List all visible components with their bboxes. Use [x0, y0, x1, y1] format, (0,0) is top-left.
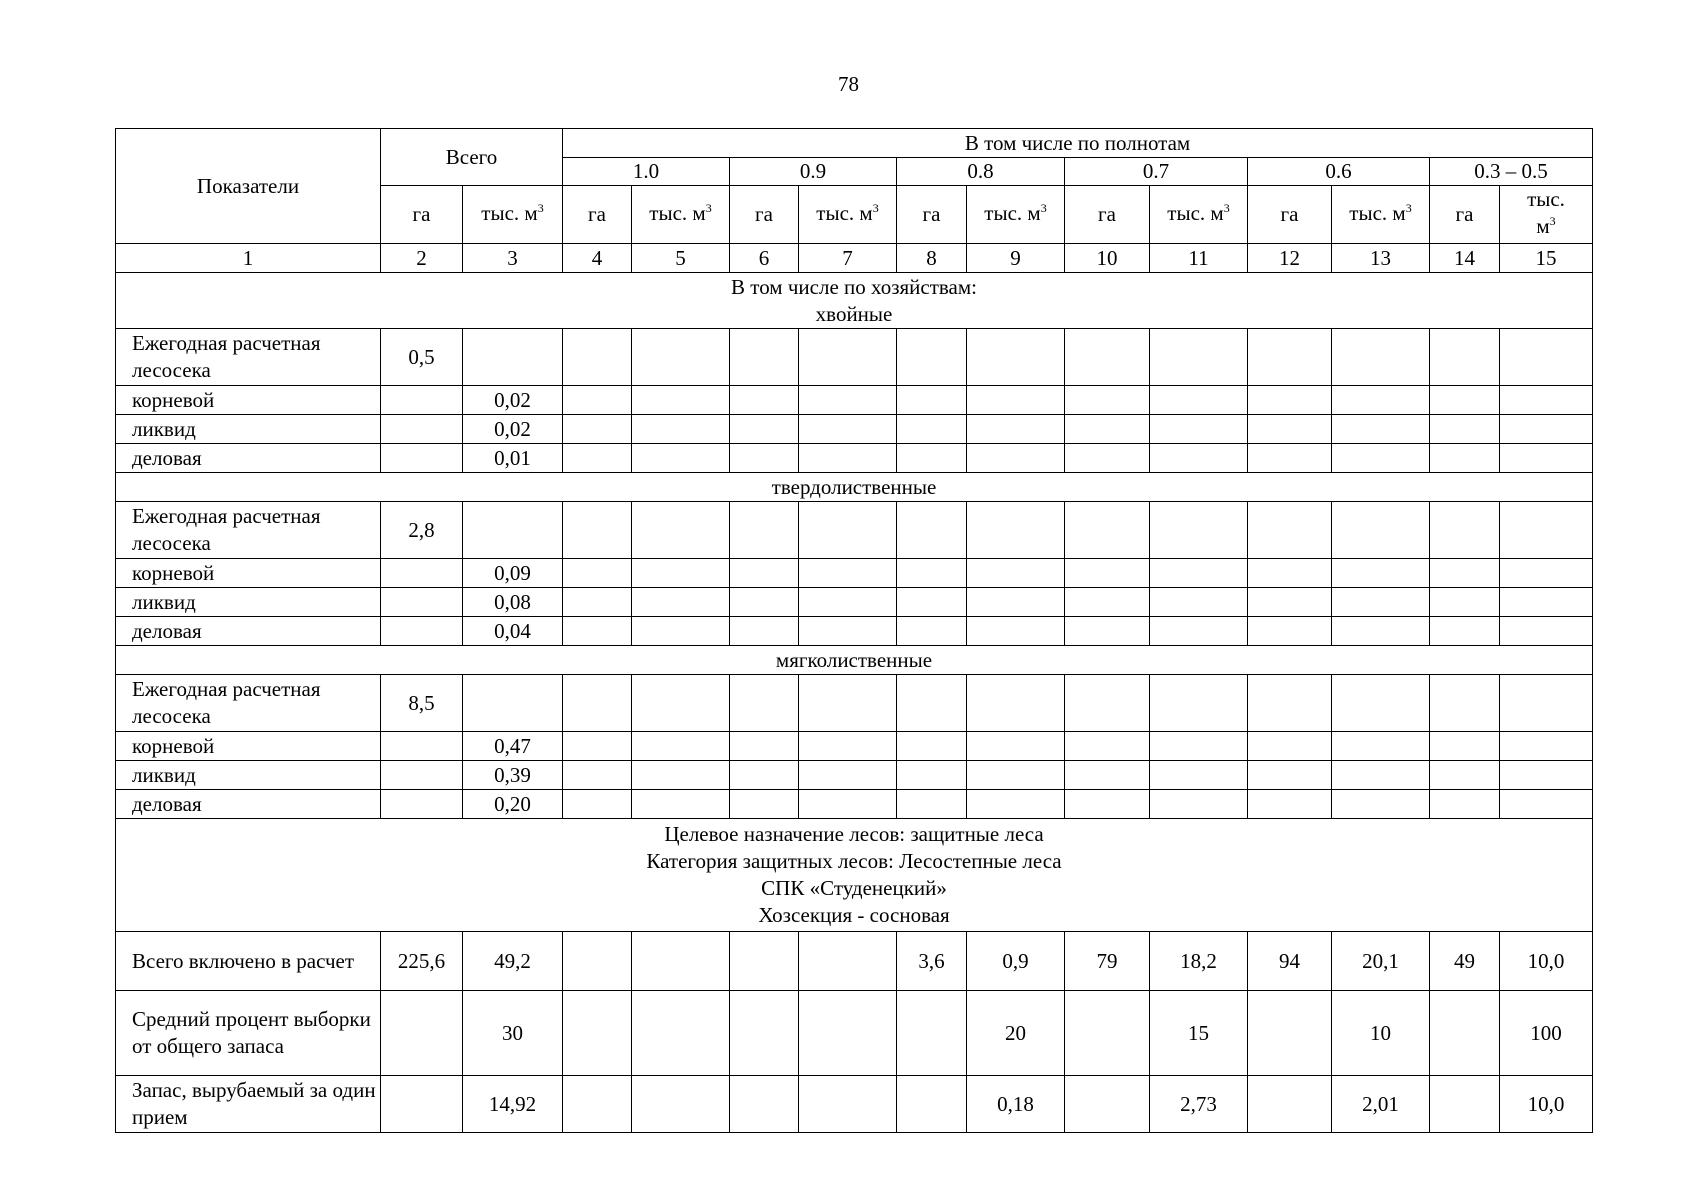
- section-title-row: [116, 646, 1593, 675]
- table-cell: [730, 386, 799, 415]
- table-cell: [967, 329, 1065, 386]
- column-number: 1: [116, 244, 381, 273]
- header-unit-m3: тыс. $м^3$: [1500, 186, 1593, 244]
- table-cell: [563, 588, 632, 617]
- table-row: [116, 559, 1593, 588]
- table-cell: [563, 932, 632, 991]
- column-numbers-row: [116, 244, 1593, 273]
- table-cell: 0,02: [463, 386, 563, 415]
- table-cell: [1150, 588, 1248, 617]
- table-cell: [1430, 502, 1500, 559]
- table-cell: [1430, 329, 1500, 386]
- table-cell: [1430, 444, 1500, 473]
- table-cell: [1065, 617, 1150, 646]
- table-cell: 49: [1430, 932, 1500, 991]
- table-cell: [1248, 617, 1332, 646]
- table-cell: [799, 675, 897, 732]
- table-cell: [632, 415, 730, 444]
- section-title-line: хвойные: [815, 301, 893, 326]
- header-indicators: Показатели: [116, 129, 381, 244]
- table-cell: [799, 444, 897, 473]
- table-cell: [1332, 502, 1430, 559]
- table-cell: 94: [1248, 932, 1332, 991]
- table-cell: 49,2: [463, 932, 563, 991]
- table-cell: [381, 761, 463, 790]
- section-title-line: твердолиственные: [771, 474, 937, 499]
- table-row: [116, 588, 1593, 617]
- table-cell: [799, 932, 897, 991]
- table-cell: 0,39: [463, 761, 563, 790]
- table-cell: [1332, 790, 1430, 819]
- table-row: [116, 502, 1593, 559]
- row-label: деловая: [116, 617, 381, 646]
- section-title-line: Целевое назначение лесов: защитные леса: [664, 822, 1044, 846]
- table-cell: [1150, 675, 1248, 732]
- table-cell: [632, 502, 730, 559]
- table-cell: [1500, 386, 1593, 415]
- table-cell: [730, 790, 799, 819]
- table-cell: [632, 444, 730, 473]
- table-cell: [1332, 588, 1430, 617]
- row-label: деловая: [116, 790, 381, 819]
- header-density-0-6: 0.6: [1248, 158, 1430, 186]
- table-cell: [799, 559, 897, 588]
- table-cell: [799, 790, 897, 819]
- section-title-row: [116, 819, 1593, 932]
- table-cell: [632, 732, 730, 761]
- table-cell: [730, 588, 799, 617]
- row-label: ликвид: [116, 761, 381, 790]
- table-cell: [463, 329, 563, 386]
- table-cell: [381, 559, 463, 588]
- table-cell: [967, 761, 1065, 790]
- table-row: [116, 415, 1593, 444]
- section-title-row: [116, 273, 1593, 329]
- table-cell: [563, 502, 632, 559]
- table-cell: [632, 559, 730, 588]
- table-cell: [730, 991, 799, 1076]
- table-cell: [381, 588, 463, 617]
- column-number: 13: [1332, 244, 1430, 273]
- table-cell: [967, 415, 1065, 444]
- header-unit-ha: га: [897, 186, 967, 244]
- table-cell: [1065, 991, 1150, 1076]
- table-cell: [897, 732, 967, 761]
- table-cell: [1332, 415, 1430, 444]
- table-cell: [381, 991, 463, 1076]
- table-cell: [897, 329, 967, 386]
- header-unit-m3: тыс. $м^3$: [799, 186, 897, 244]
- table-row: [116, 732, 1593, 761]
- table-cell: [897, 444, 967, 473]
- table-cell: [632, 675, 730, 732]
- felling-indicators-table: [115, 128, 1593, 1133]
- table-cell: [799, 761, 897, 790]
- table-cell: 0,04: [463, 617, 563, 646]
- table-cell: 0,18: [967, 1076, 1065, 1133]
- table-cell: [1430, 675, 1500, 732]
- table-cell: [799, 415, 897, 444]
- table-cell: [563, 386, 632, 415]
- table-cell: [1430, 386, 1500, 415]
- row-label: Запас, вырубаемый за один прием: [116, 1076, 381, 1133]
- table-cell: 0,09: [463, 559, 563, 588]
- table-cell: [1500, 329, 1593, 386]
- header-unit-ha: га: [381, 186, 463, 244]
- section-title-row: [116, 473, 1593, 502]
- header-density-1-0: 1.0: [563, 158, 730, 186]
- table-cell: [563, 415, 632, 444]
- table-cell: [1065, 444, 1150, 473]
- table-cell: [967, 790, 1065, 819]
- table-cell: 2,01: [1332, 1076, 1430, 1133]
- table-cell: [1500, 502, 1593, 559]
- column-number: 9: [967, 244, 1065, 273]
- table-cell: [1248, 444, 1332, 473]
- table-cell: [799, 617, 897, 646]
- table-cell: [1332, 732, 1430, 761]
- table-cell: [1248, 588, 1332, 617]
- table-cell: [1065, 502, 1150, 559]
- table-cell: [632, 1076, 730, 1133]
- header-unit-ha: га: [1248, 186, 1332, 244]
- table-cell: [1430, 1076, 1500, 1133]
- table-cell: [1500, 588, 1593, 617]
- column-number: 11: [1150, 244, 1248, 273]
- table-cell: [730, 502, 799, 559]
- table-cell: [1500, 790, 1593, 819]
- table-cell: [897, 991, 967, 1076]
- table-cell: [1248, 329, 1332, 386]
- table-cell: [967, 588, 1065, 617]
- table-cell: [730, 559, 799, 588]
- header-unit-m3: тыс. $м^3$: [967, 186, 1065, 244]
- table-cell: 14,92: [463, 1076, 563, 1133]
- table-cell: 20: [967, 991, 1065, 1076]
- header-unit-m3: тыс. $м^3$: [632, 186, 730, 244]
- table-cell: [563, 732, 632, 761]
- table-cell: [463, 675, 563, 732]
- table-cell: [381, 386, 463, 415]
- table-cell: [730, 617, 799, 646]
- section-title-line: Хозсекция - сосновая: [758, 903, 950, 927]
- table-cell: [1248, 991, 1332, 1076]
- table-cell: 0,02: [463, 415, 563, 444]
- table-cell: [381, 1076, 463, 1133]
- table-row: [116, 761, 1593, 790]
- table-cell: 0,9: [967, 932, 1065, 991]
- table-cell: [730, 761, 799, 790]
- column-number: 3: [463, 244, 563, 273]
- table-cell: [632, 790, 730, 819]
- table-cell: [1430, 415, 1500, 444]
- table-cell: [463, 502, 563, 559]
- table-cell: [1150, 617, 1248, 646]
- table-cell: 30: [463, 991, 563, 1076]
- table-cell: [1430, 790, 1500, 819]
- table-cell: [381, 790, 463, 819]
- table-cell: 79: [1065, 932, 1150, 991]
- table-cell: [1430, 588, 1500, 617]
- table-row: [116, 329, 1593, 386]
- table-cell: [799, 1076, 897, 1133]
- table-cell: [897, 790, 967, 819]
- table-cell: 225,6: [381, 932, 463, 991]
- table-cell: [632, 617, 730, 646]
- table-cell: [563, 559, 632, 588]
- header-unit-m3: тыс. $м^3$: [463, 186, 563, 244]
- table-cell: [563, 444, 632, 473]
- row-label: корневой: [116, 732, 381, 761]
- row-label: Средний процент выборки от общего запаса: [116, 991, 381, 1076]
- table-cell: [1150, 790, 1248, 819]
- table-cell: [897, 761, 967, 790]
- header-unit-m3: тыс. $м^3$: [1150, 186, 1248, 244]
- table-cell: [1065, 588, 1150, 617]
- table-cell: 0,5: [381, 329, 463, 386]
- table-cell: [1500, 761, 1593, 790]
- table-cell: [1500, 559, 1593, 588]
- table-header: [116, 129, 1593, 273]
- table-cell: 0,20: [463, 790, 563, 819]
- table-cell: [632, 932, 730, 991]
- table-cell: 10,0: [1500, 1076, 1593, 1133]
- table-cell: [1332, 386, 1430, 415]
- table-cell: [632, 588, 730, 617]
- row-label: Ежегодная расчетная лесосека: [116, 675, 381, 732]
- table-cell: [730, 444, 799, 473]
- table-cell: 0,47: [463, 732, 563, 761]
- table-cell: [967, 444, 1065, 473]
- table-cell: [799, 588, 897, 617]
- header-density-0-3-0-5: 0.3 – 0.5: [1430, 158, 1593, 186]
- table-cell: [1332, 559, 1430, 588]
- table-cell: [730, 732, 799, 761]
- table-cell: [563, 1076, 632, 1133]
- column-number: 7: [799, 244, 897, 273]
- table-body: [116, 273, 1593, 1133]
- table-cell: [1332, 617, 1430, 646]
- table-cell: 10,0: [1500, 932, 1593, 991]
- header-total: Всего: [381, 129, 563, 186]
- table-cell: [897, 1076, 967, 1133]
- table-cell: [799, 502, 897, 559]
- row-label: корневой: [116, 559, 381, 588]
- table-cell: [563, 991, 632, 1076]
- table-row: [116, 386, 1593, 415]
- table-cell: [730, 675, 799, 732]
- column-number: 8: [897, 244, 967, 273]
- table-cell: [632, 386, 730, 415]
- table-cell: [1430, 732, 1500, 761]
- section-title: [116, 273, 1593, 329]
- row-label: деловая: [116, 444, 381, 473]
- table-cell: [1150, 329, 1248, 386]
- table-row: [116, 444, 1593, 473]
- section-title-line: мягколиственные: [775, 647, 933, 672]
- table-cell: 2,73: [1150, 1076, 1248, 1133]
- table-cell: [1430, 991, 1500, 1076]
- table-cell: [1500, 617, 1593, 646]
- table-cell: [1430, 617, 1500, 646]
- table-cell: [967, 617, 1065, 646]
- table-row: [116, 1076, 1593, 1133]
- table-cell: [1065, 732, 1150, 761]
- table-cell: [381, 617, 463, 646]
- column-number: 15: [1500, 244, 1593, 273]
- table-cell: [1150, 732, 1248, 761]
- section-title-line: Категория защитных лесов: Лесостепные леса: [646, 849, 1062, 873]
- table-cell: 8,5: [381, 675, 463, 732]
- section-title: [116, 646, 1593, 675]
- table-cell: [1248, 502, 1332, 559]
- table-cell: [1332, 444, 1430, 473]
- table-cell: [1065, 675, 1150, 732]
- table-cell: 15: [1150, 991, 1248, 1076]
- table-cell: [563, 329, 632, 386]
- table-cell: [381, 415, 463, 444]
- column-number: 5: [632, 244, 730, 273]
- row-label: Ежегодная расчетная лесосека: [116, 329, 381, 386]
- column-number: 2: [381, 244, 463, 273]
- table-cell: [967, 675, 1065, 732]
- table-cell: [1150, 444, 1248, 473]
- table-cell: [897, 588, 967, 617]
- table-cell: [1332, 675, 1430, 732]
- table-cell: [967, 732, 1065, 761]
- table-cell: [1500, 675, 1593, 732]
- table-cell: [730, 329, 799, 386]
- table-cell: [1065, 1076, 1150, 1133]
- table-cell: [967, 502, 1065, 559]
- table-cell: [897, 617, 967, 646]
- table-cell: [799, 386, 897, 415]
- table-cell: 18,2: [1150, 932, 1248, 991]
- table-cell: [1065, 761, 1150, 790]
- table-cell: [967, 559, 1065, 588]
- table-cell: [1248, 386, 1332, 415]
- page-number: 78: [838, 72, 859, 96]
- table-cell: [799, 991, 897, 1076]
- row-label: ликвид: [116, 415, 381, 444]
- table-row: [116, 991, 1593, 1076]
- section-title: [116, 473, 1593, 502]
- table-cell: [897, 675, 967, 732]
- table-cell: [1248, 415, 1332, 444]
- table-cell: [897, 559, 967, 588]
- table-cell: [799, 329, 897, 386]
- table-row: [116, 932, 1593, 991]
- table-cell: 3,6: [897, 932, 967, 991]
- table-cell: [1248, 732, 1332, 761]
- table-cell: [563, 761, 632, 790]
- table-cell: [730, 932, 799, 991]
- header-density-0-7: 0.7: [1065, 158, 1248, 186]
- table-cell: [1150, 559, 1248, 588]
- table-cell: [1430, 559, 1500, 588]
- table-cell: [1065, 329, 1150, 386]
- table-cell: 20,1: [1332, 932, 1430, 991]
- table-cell: [897, 386, 967, 415]
- table-cell: [730, 1076, 799, 1133]
- row-label: ликвид: [116, 588, 381, 617]
- row-label: Всего включено в расчет: [116, 932, 381, 991]
- table-cell: [1065, 790, 1150, 819]
- header-unit-ha: га: [1065, 186, 1150, 244]
- table-row: [116, 617, 1593, 646]
- table-cell: [1065, 559, 1150, 588]
- table-cell: [1150, 502, 1248, 559]
- table-cell: [730, 415, 799, 444]
- table-cell: [1248, 1076, 1332, 1133]
- table-cell: [563, 617, 632, 646]
- header-density-0-9: 0.9: [730, 158, 897, 186]
- column-number: 6: [730, 244, 799, 273]
- table-cell: [1248, 790, 1332, 819]
- header-unit-ha: га: [730, 186, 799, 244]
- table-cell: [967, 386, 1065, 415]
- row-label: Ежегодная расчетная лесосека: [116, 502, 381, 559]
- table-cell: [1332, 761, 1430, 790]
- table-cell: [632, 761, 730, 790]
- table-cell: [381, 732, 463, 761]
- table-cell: [1065, 415, 1150, 444]
- table-cell: [1248, 761, 1332, 790]
- table-cell: [1500, 732, 1593, 761]
- table-cell: [632, 991, 730, 1076]
- header-including-by-density: В том числе по полнотам: [563, 129, 1593, 158]
- row-label: корневой: [116, 386, 381, 415]
- table-cell: [381, 444, 463, 473]
- table-cell: [1065, 386, 1150, 415]
- section-title-line: СПК «Студенецкий»: [761, 876, 947, 900]
- table-row: [116, 675, 1593, 732]
- table-cell: [1430, 761, 1500, 790]
- column-number: 12: [1248, 244, 1332, 273]
- table-cell: [1500, 444, 1593, 473]
- header-unit-ha: га: [1430, 186, 1500, 244]
- table-cell: [632, 329, 730, 386]
- table-cell: [897, 502, 967, 559]
- header-unit-m3: тыс. $м^3$: [1332, 186, 1430, 244]
- header-density-0-8: 0.8: [897, 158, 1065, 186]
- table-cell: 10: [1332, 991, 1430, 1076]
- table-cell: [563, 790, 632, 819]
- table-cell: [1150, 415, 1248, 444]
- table-cell: [1500, 415, 1593, 444]
- table-cell: [1150, 761, 1248, 790]
- table-cell: [1332, 329, 1430, 386]
- section-title-line: В том числе по хозяйствам:: [731, 274, 977, 299]
- table-cell: 0,08: [463, 588, 563, 617]
- table-cell: [897, 415, 967, 444]
- column-number: 4: [563, 244, 632, 273]
- table-cell: [563, 675, 632, 732]
- table-cell: 0,01: [463, 444, 563, 473]
- table-cell: [1150, 386, 1248, 415]
- table-cell: [1248, 675, 1332, 732]
- table-cell: 2,8: [381, 502, 463, 559]
- table-cell: 100: [1500, 991, 1593, 1076]
- header-unit-ha: га: [563, 186, 632, 244]
- column-number: 14: [1430, 244, 1500, 273]
- table-cell: [799, 732, 897, 761]
- table-cell: [1248, 559, 1332, 588]
- table-row: [116, 790, 1593, 819]
- column-number: 10: [1065, 244, 1150, 273]
- section-title: [116, 819, 1593, 932]
